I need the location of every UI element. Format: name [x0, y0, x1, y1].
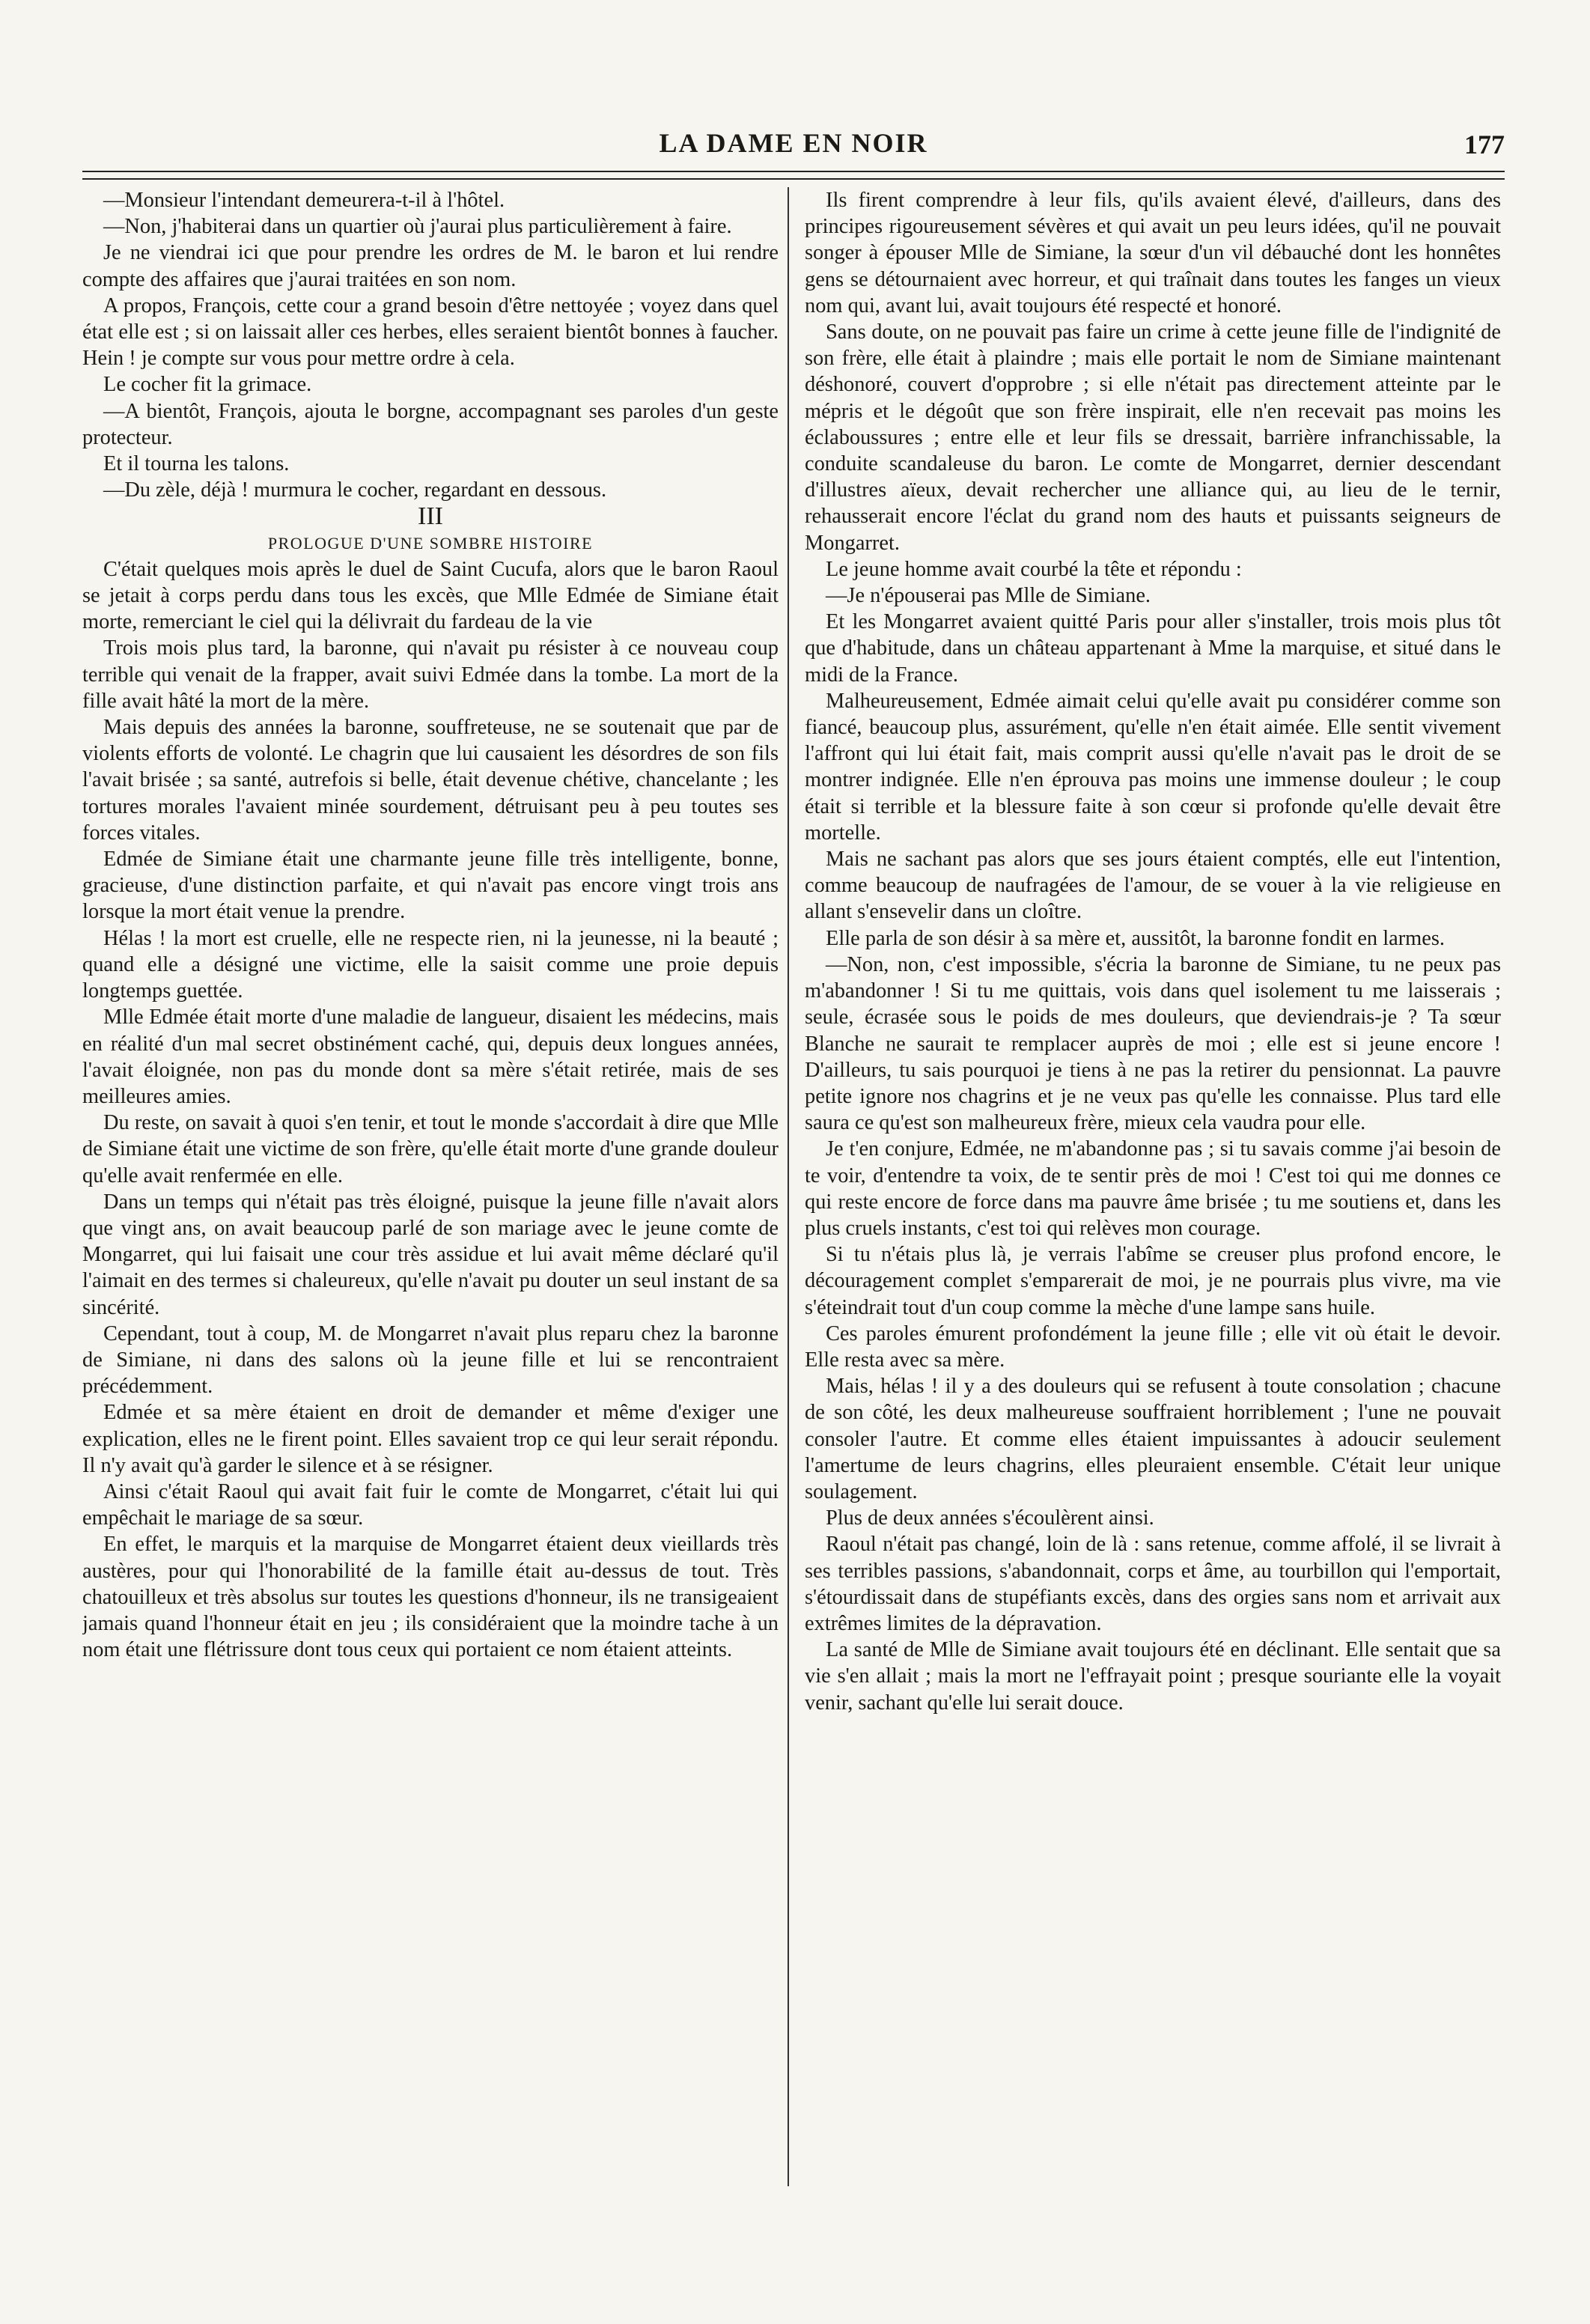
section-number: III	[418, 502, 443, 531]
paragraph: Cependant, tout à coup, M. de Mongarret n'avait plus reparu chez la baronne de Simiane, ni dans des salons où la jeune fille et lui se rencontraient précédemment.	[82, 1321, 779, 1399]
running-title: LA DAME EN NOIR	[659, 128, 928, 158]
paragraph: Ces paroles émurent profondément la jeune fille ; elle vit où était le devoir. Elle resta avec sa mère.	[805, 1321, 1501, 1372]
paragraph: Je ne viendrai ici que pour prendre les ordres de M. le baron et lui rendre compte des affaires que j'aurai traitées en son nom.	[82, 241, 779, 291]
paragraph: Si tu n'étais plus là, je verrais l'abîme se creuser plus profond encore, le découragement complet s'emparerait de moi, je ne pourrais plus vivre, ma vie s'éteindrait tout d'un coup comme la mèche d'une lampe sans huile.	[805, 1243, 1501, 1319]
header-double-rule	[82, 171, 1505, 180]
right-column	[805, 187, 1501, 2194]
paragraph: —Non, non, c'est impossible, s'écria la baronne de Simiane, tu ne peux pas m'abandonner ! Si tu me quittais, vois dans quel isolement tu me laisserais ; seule, écrasée sous le poids de mes douleurs, que deviendrais-je ? Ta sœur Blanche ne saurait te remplacer auprès de moi ; elle est si jeune encore ! D'ailleurs, tu sais pourquoi je tiens à ne pas la retirer du pensionnat. La pauvre petite ignore nos chagrins et je ne veux pas qu'elle les connaisse. Plus tard elle saura ce qu'est son malheureux frère, mieux cela vaudra pour elle.	[805, 952, 1501, 1135]
paragraph: Dans un temps qui n'était pas très éloigné, puisque la jeune fille n'avait alors que vingt ans, on avait beaucoup parlé de son mariage avec le jeune comte de Mongarret, qui lui faisait une cour très assidue et lui avait même déclaré qu'il l'aimait en des termes si chaleureux, qu'elle n'avait pu douter un seul instant de sa sincérité.	[82, 1190, 779, 1319]
column-divider	[788, 187, 789, 2186]
right-paragraphs	[805, 187, 1501, 1716]
paragraph: Mais depuis des années la baronne, souffreteuse, ne se soutenait que par de violents efforts de volonté. Le chagrin que lui causaient les désordres de son fils l'avait brisée ; sa santé, autrefois si belle, était devenue chétive, chancelante ; les tortures morales l'avaient minée sourdement, détruisant peu à peu toutes ses forces vitales.	[82, 716, 779, 845]
paragraph: Mlle Edmée était morte d'une maladie de langueur, disaient les médecins, mais en réalité d'un mal secret obstinément caché, qui, depuis deux longues années, l'avait éloignée, non pas du monde dont sa mère s'était retirée, mais de ses meilleures amies.	[82, 1006, 779, 1108]
paragraph: Hélas ! la mort est cruelle, elle ne respecte rien, ni la jeunesse, ni la beauté ; quand elle a désigné une victime, elle la saisit comme une proie depuis longtemps guettée.	[82, 926, 779, 1003]
paragraph: —Non, j'habiterai dans un quartier où j'aurai plus particulièrement à faire.	[103, 215, 732, 239]
paragraph: Raoul n'était pas changé, loin de là : sans retenue, comme affolé, il se livrait à ses terribles passions, s'abandonnait, corps et âme, au tourbillon qui l'emportait, s'étourdissait dans de stupéfiants excès, dans des orgies sans nom et arrivait aux extrêmes limites de la dépravation.	[805, 1533, 1501, 1635]
paragraph: —Monsieur l'intendant demeurera-t-il à l'hôtel.	[103, 189, 505, 212]
paragraph: Mais ne sachant pas alors que ses jours étaient comptés, elle eut l'intention, comme beaucoup de naufragées de l'amour, de se vouer à la vie religieuse en allant s'ensevelir dans un cloître.	[805, 848, 1501, 924]
paragraph: Le cocher fit la grimace.	[103, 373, 312, 397]
paragraph: Ils firent comprendre à leur fils, qu'ils avaient élevé, d'ailleurs, dans des principes rigoureusement sévères et qui avait un peu leurs idées, qu'il ne pouvait songer à épouser Mlle de Simiane, la sœur d'un vil débauché dont les honnêtes gens se détournaient avec horreur, et qui traînait dans toutes les fanges un vieux nom qui, avant lui, avait toujours été respecté et honoré.	[805, 189, 1501, 317]
page-number: 177	[1464, 130, 1505, 159]
paragraph: Du reste, on savait à quoi s'en tenir, et tout le monde s'accordait à dire que Mlle de Simiane était une victime de son frère, qu'elle était morte d'une grande douleur qu'elle avait renfermée en elle.	[82, 1111, 779, 1187]
paragraph: Plus de deux années s'écoulèrent ainsi.	[826, 1506, 1154, 1530]
paragraph: Edmée et sa mère étaient en droit de demander et même d'exiger une explication, elles ne le firent point. Elles savaient trop ce qui leur serait répondu. Il n'y avait qu'à garder le silence et à se résigner.	[82, 1401, 779, 1477]
page-header	[82, 127, 1505, 172]
paragraph: Je t'en conjure, Edmée, ne m'abandonne pas ; si tu savais comme j'ai besoin de te voir, d'entendre ta voix, de te sentir près de moi ! C'est toi qui me donnes ce qui reste encore de force dans ma pauvre âme brisée ; tu me soutiens et, dans les plus cruels instants, c'est toi qui relèves mon courage.	[805, 1137, 1501, 1240]
left-paragraphs-after	[82, 556, 779, 1664]
paragraph: —A bientôt, François, ajouta le borgne, accompagnant ses paroles d'un geste protecteur.	[82, 399, 779, 449]
paragraph: Le jeune homme avait courbé la tête et répondu :	[826, 557, 1242, 581]
paragraph: Trois mois plus tard, la baronne, qui n'avait pu résister à ce nouveau coup terrible qui venait de la frapper, avait suivi Edmée dans la tombe. La mort de la fille avait hâté la mort de la mère.	[82, 636, 779, 713]
paragraph: Ainsi c'était Raoul qui avait fait fuir le comte de Mongarret, c'était lui qui empêchait le mariage de sa sœur.	[82, 1479, 779, 1530]
paragraph: Mais, hélas ! il y a des douleurs qui se refusent à toute consolation ; chacune de son côté, les deux malheureuse souffraient horriblement ; l'une ne pouvait consoler l'autre. Et comme elles étaient impuissantes à adoucir seulement l'amertume de leurs chagrins, elles pleuraient ensemble. C'était leur unique soulagement.	[805, 1375, 1501, 1503]
paragraph: Malheureusement, Edmée aimait celui qu'elle avait pu considérer comme son fiancé, beaucoup plus, assurément, qu'elle n'en était aimée. Elle sentit vivement l'affront qui lui était fait, mais comprit aussi qu'elle n'avait pas le droit de se montrer indignée. Elle n'en éprouva pas moins une immense douleur ; le coup était si terrible et la blessure faite à son cœur si profonde qu'elle devait être mortelle.	[805, 689, 1501, 845]
paragraph: La santé de Mlle de Simiane avait toujours été en déclinant. Elle sentait que sa vie s'en allait ; mais la mort ne l'effrayait point ; presque souriante elle la voyait venir, sachant qu'elle lui serait douce.	[805, 1638, 1501, 1715]
paragraph: Elle parla de son désir à sa mère et, aussitôt, la baronne fondit en larmes.	[826, 926, 1445, 950]
left-paragraphs-before	[82, 187, 779, 503]
paragraph: —Je n'épouserai pas Mlle de Simiane.	[826, 584, 1151, 608]
paragraph: Et il tourna les talons.	[103, 452, 290, 476]
section-title: PROLOGUE D'UNE SOMBRE HISTOIRE	[267, 533, 594, 553]
paragraph: A propos, François, cette cour a grand besoin d'être nettoyée ; voyez dans quel état elle est ; si on laissait aller ces herbes, elles seraient bientôt bonnes à faucher. Hein ! je compte sur vous pour mettre ordre à cela.	[82, 293, 779, 371]
paragraph: En effet, le marquis et la marquise de Mongarret étaient deux vieillards très austères, pour qui l'honorabilité de la famille était au-dessus de tout. Très chatouilleux et très absolus sur toutes les questions d'honneur, ils ne transigeaient jamais quand l'honneur était en jeu ; ils considéraient que la moindre tache à un nom était une flétrissure dont tous ceux qui portaient ce nom étaient atteints.	[82, 1533, 779, 1662]
paragraph: Edmée de Simiane était une charmante jeune fille très intelligente, bonne, gracieuse, d'une distinction parfaite, et qui n'avait pas encore vingt trois ans lorsque la mort était venue la prendre.	[82, 848, 779, 924]
paragraph: Et les Mongarret avaient quitté Paris pour aller s'installer, trois mois plus tôt que d'habitude, dans un château appartenant à Mme la marquise, et situé dans le midi de la France.	[805, 610, 1501, 687]
paragraph: C'était quelques mois après le duel de Saint Cucufa, alors que le baron Raoul se jetait à corps perdu dans tous les excès, que Mlle Edmée de Simiane était morte, remerciant le ciel qui la délivrait du fardeau de la vie	[82, 557, 779, 634]
paragraph: Sans doute, on ne pouvait pas faire un crime à cette jeune fille de l'indignité de son frère, elle était à plaindre ; mais elle portait le nom de Simiane maintenant déshonoré, couvert d'opprobre ; si elle n'était pas directement atteinte par le mépris et le dégoût que son frère inspirait, elle n'en recevait pas moins les éclaboussures ; entre elle et leur fils se dressait, barrière infranchissable, la conduite scandaleuse du baron. Le comte de Mongarret, dernier descendant d'illustres aïeux, devait rechercher une alliance qui, au lieu de le ternir, rehausserait encore l'éclat du grand nom des hauts et puissants seigneurs de Mongarret.	[805, 320, 1501, 555]
left-column	[82, 187, 779, 2194]
paragraph: —Du zèle, déjà ! murmura le cocher, regardant en dessous.	[103, 478, 607, 502]
